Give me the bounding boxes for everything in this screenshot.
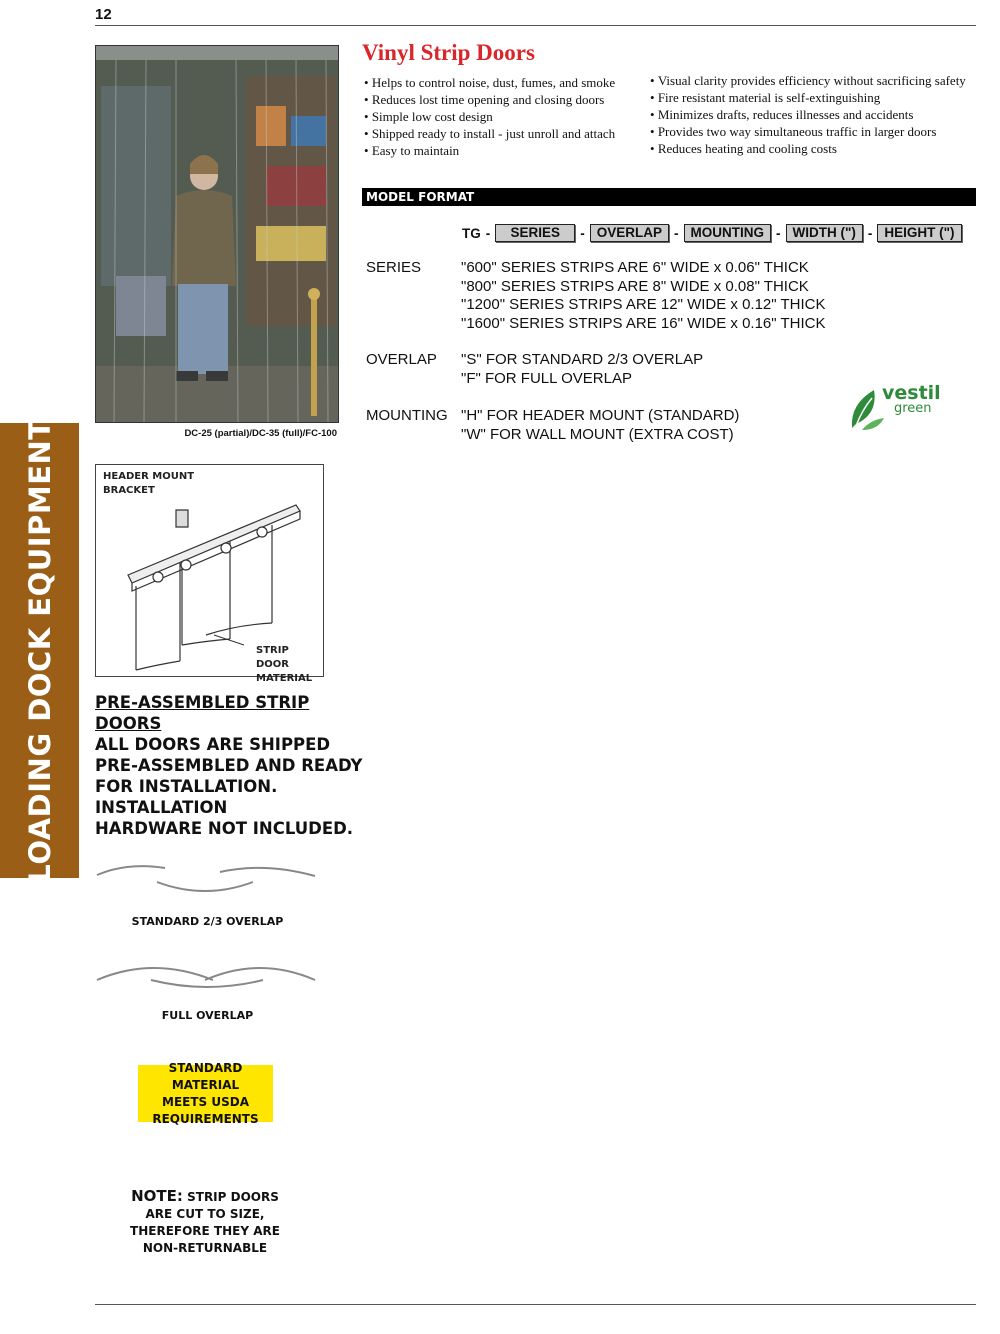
feature-item: • Visual clarity provides efficiency without sacrificing safety (650, 72, 980, 89)
header-mount-diagram (95, 464, 324, 684)
preassembled-line: FOR INSTALLATION. INSTALLATION (95, 777, 278, 817)
usda-line: REQUIREMENTS (152, 1111, 259, 1126)
spec-label-overlap: OVERLAP (366, 351, 437, 368)
model-separator: - (674, 225, 679, 241)
feature-item: • Fire resistant material is self-extinguishing (650, 89, 980, 106)
model-separator: - (776, 225, 781, 241)
product-title: Vinyl Strip Doors (362, 40, 535, 65)
product-photo (95, 45, 339, 423)
diagram-label-material-line2: MATERIAL (256, 673, 313, 684)
full-overlap-figure (95, 960, 320, 1022)
model-format-header: MODEL FORMAT (362, 188, 976, 206)
model-prefix: TG (462, 225, 481, 241)
preassembled-line: PRE-ASSEMBLED AND READY (95, 756, 363, 775)
model-field-width: WIDTH (") (786, 224, 863, 242)
spec-line: "F" FOR FULL OVERLAP (461, 369, 632, 387)
bottom-divider (95, 1304, 976, 1305)
spec-mounting-values (461, 407, 739, 444)
note-line: NON-RETURNABLE (142, 1241, 268, 1255)
spec-label-mounting: MOUNTING (366, 407, 448, 424)
spec-label-series: SERIES (366, 259, 422, 276)
diagram-label-bracket-line2: BRACKET (103, 485, 155, 496)
note-line: ARE CUT TO SIZE, (145, 1207, 265, 1221)
spec-line: "1600" SERIES STRIPS ARE 16" WIDE x 0.16" THICK (461, 314, 826, 332)
diagram-label-bracket (103, 470, 194, 498)
model-field-series: SERIES (495, 224, 575, 242)
model-field-overlap: OVERLAP (590, 224, 669, 242)
full-overlap-drawing (95, 960, 320, 992)
photo-caption: DC-25 (partial)/DC-35 (full)/FC-100 (184, 428, 337, 439)
usda-line: MEETS USDA (162, 1094, 249, 1109)
standard-overlap-figure (95, 860, 320, 928)
page-number: 12 (95, 6, 112, 23)
feature-item: • Helps to control noise, dust, fumes, and smoke (364, 74, 649, 91)
spec-line: "H" FOR HEADER MOUNT (STANDARD) (461, 407, 740, 424)
model-separator: - (580, 225, 585, 241)
section-side-tab (0, 418, 79, 883)
note-line: STRIP DOORS (187, 1190, 279, 1204)
feature-item: • Easy to maintain (364, 142, 649, 159)
diagram-label-material (256, 644, 323, 686)
preassembled-heading: PRE-ASSEMBLED STRIP DOORS (95, 693, 310, 733)
usda-badge (138, 1060, 273, 1126)
model-separator: - (485, 225, 491, 241)
standard-overlap-label: STANDARD 2/3 OVERLAP (131, 915, 284, 928)
spec-line: "W" FOR WALL MOUNT (EXTRA COST) (461, 425, 734, 443)
feature-item: • Provides two way simultaneous traffic in larger doors (650, 123, 980, 140)
spec-overlap-values (461, 351, 703, 388)
feature-item: • Reduces heating and cooling costs (650, 140, 980, 157)
spec-line: "600" SERIES STRIPS ARE 6" WIDE x 0.06" THICK (461, 259, 809, 276)
usda-line: STANDARD MATERIAL (168, 1060, 243, 1092)
model-format-row (462, 224, 962, 242)
note-lead: NOTE: (131, 1187, 183, 1205)
diagram-label-material-line1: STRIP DOOR (256, 645, 290, 670)
spec-line: "S" FOR STANDARD 2/3 OVERLAP (461, 351, 704, 368)
vestil-green-logo (848, 384, 948, 432)
spec-line: "800" SERIES STRIPS ARE 8" WIDE x 0.08" THICK (461, 277, 809, 295)
feature-item: • Minimizes drafts, reduces illnesses and accidents (650, 106, 980, 123)
logo-word-green: green (894, 401, 932, 416)
feature-item: • Reduces lost time opening and closing doors (364, 91, 649, 108)
spec-series-values (461, 259, 826, 333)
preassembled-notice (95, 692, 375, 839)
note-line: THEREFORE THEY ARE (130, 1224, 280, 1238)
feature-item: • Simple low cost design (364, 108, 649, 125)
feature-list-right (650, 72, 980, 157)
logo-word-vestil: vestil (882, 382, 941, 404)
spec-line: "1200" SERIES STRIPS ARE 12" WIDE x 0.12" THICK (461, 296, 826, 313)
section-side-tab-label: LOADING DOCK EQUIPMENT (22, 418, 57, 883)
preassembled-line: HARDWARE NOT INCLUDED. (95, 819, 354, 838)
preassembled-line: ALL DOORS ARE SHIPPED (95, 735, 331, 754)
diagram-label-bracket-line1: HEADER MOUNT (103, 471, 195, 482)
top-divider (95, 25, 976, 26)
feature-item: • Shipped ready to install - just unroll and attach (364, 125, 649, 142)
photo-illustration (96, 46, 338, 422)
return-note (125, 1188, 285, 1257)
model-separator: - (867, 225, 873, 241)
full-overlap-label: FULL OVERLAP (161, 1009, 254, 1022)
model-field-height: HEIGHT (") (877, 224, 961, 242)
standard-overlap-drawing (95, 860, 320, 902)
feature-list-left (364, 74, 649, 159)
model-field-mounting: MOUNTING (684, 224, 772, 242)
